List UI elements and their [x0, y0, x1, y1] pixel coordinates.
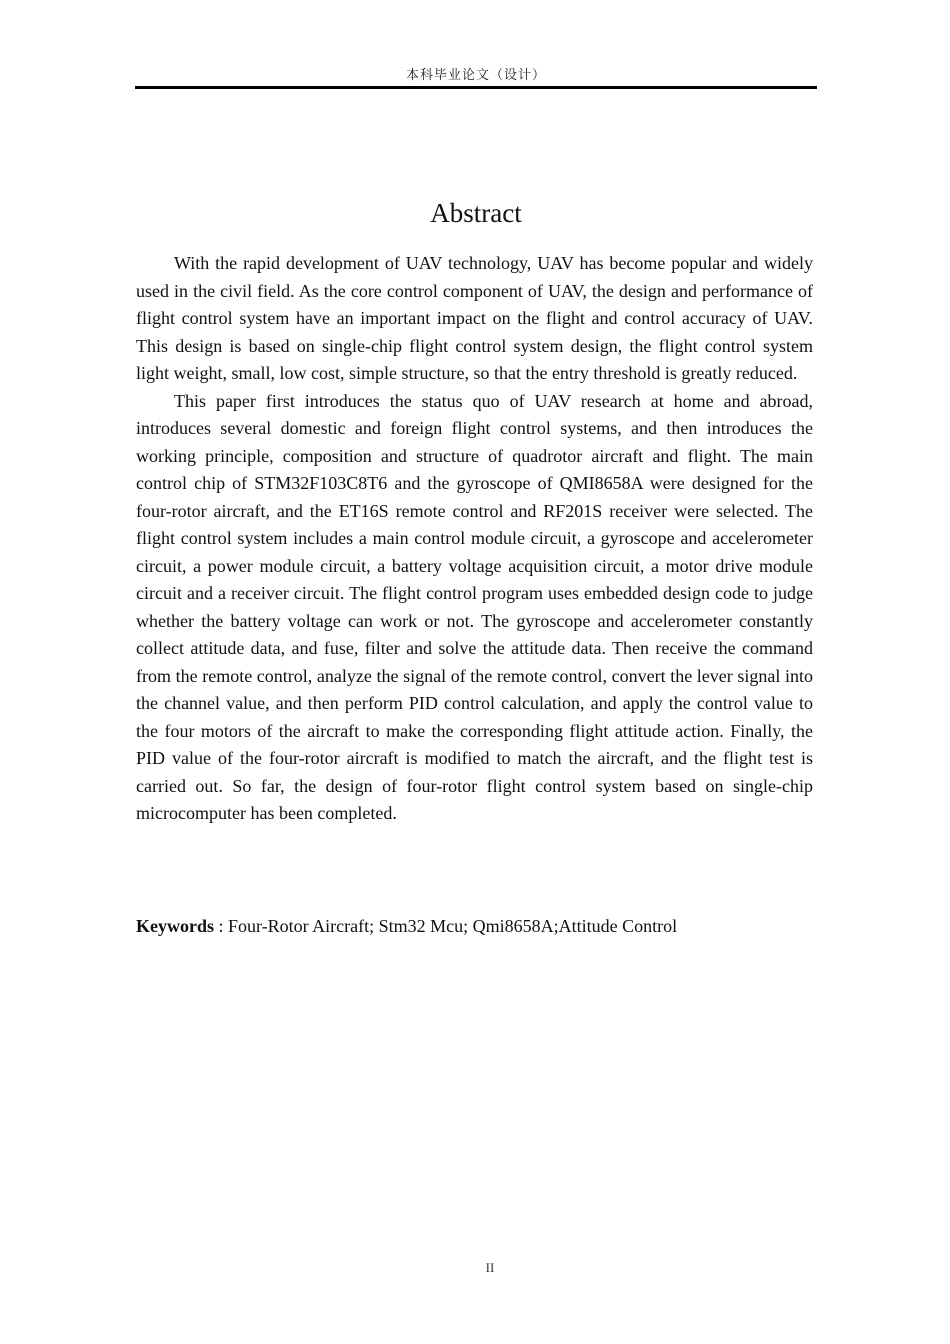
keywords-value: Four-Rotor Aircraft; Stm32 Mcu; Qmi8658A;Attitude Control — [228, 916, 678, 936]
abstract-paragraph-2: This paper first introduces the status quo of UAV research at home and abroad, introduces several domestic and foreign flight control systems, and then introduces the working principle, composition and structure of quadrotor aircraft and flight. The main control chip of STM32F103C8T6 and the gyroscope of QMI8658A were designed for the four-rotor aircraft, and the ET16S remote control and RF201S receiver were selected. The flight control system includes a main control module circuit, a gyroscope and accelerometer circuit, a power module circuit, a battery voltage acquisition circuit, a motor drive module circuit and a receiver circuit. The flight control program uses embedded design code to judge whether the battery voltage can work or not. The gyroscope and accelerometer constantly collect attitude data, and fuse, filter and solve the attitude data. Then receive the command from the remote control, analyze the signal of the remote control, convert the lever signal into the channel value, and then perform PID control calculation, and apply the control value to the four motors of the aircraft to make the corresponding flight attitude action. Finally, the PID value of the four-rotor aircraft is modified to match the aircraft, and the flight test is carried out. So far, the design of four-rotor flight control system based on single-chip microcomputer has been completed. — [136, 390, 813, 823]
keywords-line — [136, 913, 836, 940]
abstract-heading: Abstract — [430, 198, 522, 228]
running-header: 本科毕业论文（设计） — [405, 68, 546, 83]
keywords-label: Keywords — [136, 916, 214, 936]
keywords-separator: : — [214, 916, 229, 936]
abstract-paragraph-1: With the rapid development of UAV technology, UAV has become popular and widely used in the civil field. As the core control component of UAV, the design and performance of flight control system have an important impact on the flight and control accuracy of UAV. This design is based on single-chip flight control system design, the flight control system light weight, small, low cost, simple structure, so that the entry threshold is greatly reduced. — [136, 253, 813, 383]
header-rule — [135, 86, 817, 89]
abstract-body — [136, 250, 813, 828]
page-number: II — [485, 1260, 495, 1275]
